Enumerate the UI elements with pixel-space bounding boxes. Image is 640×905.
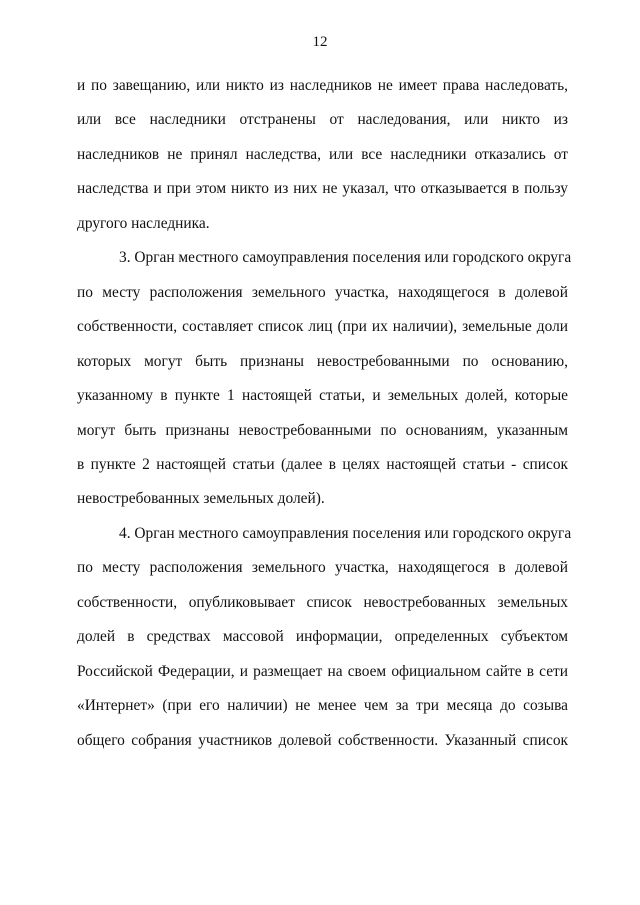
text-line: 3. Орган местного самоуправления поселения или городского округа xyxy=(119,249,572,267)
text-line: или все наследники отстранены от наследования, или никто из xyxy=(77,111,568,129)
text-line: и по завещанию, или никто из наследников не имеет права наследовать, xyxy=(77,77,568,94)
text-line: в пункте 2 настоящей статьи (далее в целях настоящей статьи - список xyxy=(77,455,568,473)
text-line: указанному в пункте 1 настоящей статьи, и земельных долей, которые xyxy=(77,387,568,405)
paragraph xyxy=(77,69,568,241)
text-line: собственности, опубликовывает список невостребованных земельных xyxy=(77,593,568,611)
page-number: 12 xyxy=(312,34,328,50)
text-line: 4. Орган местного самоуправления поселения или городского округа xyxy=(119,524,572,542)
paragraph xyxy=(77,517,572,758)
text-line: «Интернет» (при его наличии) не менее чем за три месяца до созыва xyxy=(77,697,568,715)
text-line: могут быть признаны невостребованными по основаниям, указанным xyxy=(77,421,568,439)
text-line: которых могут быть признаны невостребованными по основанию, xyxy=(77,352,568,370)
text-line: невостребованных земельных долей). xyxy=(77,490,325,508)
text-line: Российской Федерации, и размещает на своем официальном сайте в сети xyxy=(77,662,568,680)
text-line: по месту расположения земельного участка, находящегося в долевой xyxy=(77,559,568,577)
text-line: по месту расположения земельного участка, находящегося в долевой xyxy=(77,283,568,301)
text-line: другого наследника. xyxy=(77,214,210,232)
text-line: наследников не принял наследства, или все наследники отказались от xyxy=(77,145,568,163)
text-line: долей в средствах массовой информации, определенных субъектом xyxy=(77,628,568,646)
text-line: собственности, составляет список лиц (при их наличии), земельные доли xyxy=(77,318,568,336)
text-line: наследства и при этом никто из них не указал, что отказывается в пользу xyxy=(77,180,568,198)
paragraph xyxy=(77,241,572,517)
text-line: общего собрания участников долевой собственности. Указанный список xyxy=(77,731,568,749)
document-body xyxy=(77,69,572,758)
